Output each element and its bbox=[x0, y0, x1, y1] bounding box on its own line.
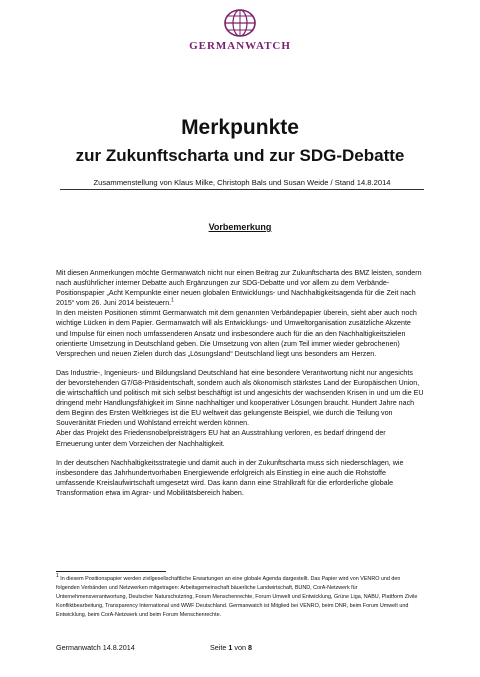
footer-date: Germanwatch 14.8.2014 bbox=[56, 643, 135, 652]
globe-icon bbox=[223, 8, 257, 38]
paragraph-1-main: Mit diesen Anmerkungen möchte Germanwatch nicht nur einen Beitrag zur Zukunftscharta des BMZ leisten, sondern nach ausführlicher interner Debatte auch Ergänzungen zur SDG-Debatte und vor allem zu dem Verbände-Positionspapier „Acht Kernpunkte einer neuen globalen Entwicklungs- und Nachhaltigkeitsagenda für die Zeit nach 2015“ vom 26. Juni 2014 beisteuern. bbox=[56, 269, 422, 308]
paragraph-2 bbox=[56, 368, 424, 449]
paragraph-2-rest: Aber das Projekt des Friedensnobelpreisträgers EU hat an Ausstrahlung verloren, es bedarf dringend der Erneuerung unter dem Vorzeichen der Nachhaltigkeit. bbox=[56, 429, 386, 448]
page-total: 8 bbox=[247, 643, 252, 652]
page-current: 1 bbox=[228, 643, 233, 652]
logo-text: GERMANWATCH bbox=[189, 40, 291, 52]
document-title: Merkpunkte bbox=[181, 116, 299, 139]
document-subtitle: zur Zukunftscharta und zur SDG-Debatte bbox=[75, 146, 405, 165]
section-heading: Vorbemerkung bbox=[208, 222, 272, 232]
footnote bbox=[56, 575, 424, 620]
paragraph-1-rest: In den meisten Positionen stimmt Germanwatch mit dem genannten Verbändepapier überein, sieht aber auch noch wichtige Lücken in dem Papier. Germanwatch will als Entwicklungs- und Umweltorganisation zusätzliche Akzente und Impulse für einen noch umfassenderen Ansatz und insbesondere auch für die an den Nachhaltigkeitszielen orientierte Umsetzung in Deutschland geben. Die Umsetzung von alten (zum Teil immer wieder gebrochenen) Versprechen und neuen Zielen durch das „Lösungsland“ Deutschland liegt uns besonders am Herzen. bbox=[56, 309, 417, 358]
paragraph-3: In der deutschen Nachhaltigkeitsstrategie und damit auch in der Zukunftscharta muss sich niederschlagen, wie insbesondere das Jahrhundertvorhaben Energiewende erfolgreich als Einstieg in eine auch die Rohstoffe umfassende Kreislaufwirtschaft umgesetzt wird. Das kann dann eine Strahlkraft für die erforderliche globale Transformation etwa im Agrar- und Mobilitätsbereich haben. bbox=[56, 458, 404, 497]
body-text bbox=[56, 268, 424, 507]
footnote-divider bbox=[56, 571, 166, 572]
footnote-marker[interactable]: 1 bbox=[171, 297, 174, 304]
page-of: von bbox=[234, 643, 246, 652]
paragraph-2-main: Das Industrie-, Ingenieurs- und Bildungsland Deutschland hat eine besondere Verantwortung nicht nur angesichts der bevorstehenden G7/G8-Präsidentschaft, sondern auch als ökonomisch stärkstes Land der Europäischen Union, die wirtschaftlich und politisch mit sich selbst beschäftigt ist und angesichts der wachsenden Krisen in und um die EU dringend mehr Handlungsfähigkeit im Sinne nachhaltiger und kooperativer Lösungen braucht. Hundert Jahre nach dem Beginn des Ersten Weltkrieges ist die EU weltweit das gelungenste Beispiel, wie durch die Teilung von Souveränität Frieden und Wohlstand erreicht werden können. bbox=[56, 368, 424, 428]
page-prefix: Seite bbox=[210, 643, 227, 652]
germanwatch-logo bbox=[0, 8, 480, 52]
footnote-text: In diesem Positionspapier werden zivilgesellschaftliche Erwartungen an eine globale Agenda dargestellt. Das Papier wird von VENRO und den folgenden Verbänden und Netzwerken mitgetragen: Arbeitsgemeinschaft bäuerliche Landwirtschaft, BUND, CorA-Netzwerk für Unternehmensverantwortung, Deutscher Naturschutzring, Forum Menschenrechte, Forum Umwelt und Entwicklung, Grüne Liga, NABU, Plattform Zivile Konfliktbearbeitung, Transparency International und WWF Deutschland. Germanwatch ist Mitglied bei VENRO, beim DNR, beim Forum Umwelt und Entwicklung, beim CorA-Netzwerk und beim Forum Menschenrechte. bbox=[56, 576, 418, 618]
authors-line: Zusammenstellung von Klaus Milke, Christoph Bals und Susan Weide / Stand 14.8.2014 bbox=[60, 178, 424, 190]
footnote-number: 1 bbox=[56, 573, 59, 580]
paragraph-1 bbox=[56, 268, 424, 359]
page-number bbox=[210, 643, 252, 652]
